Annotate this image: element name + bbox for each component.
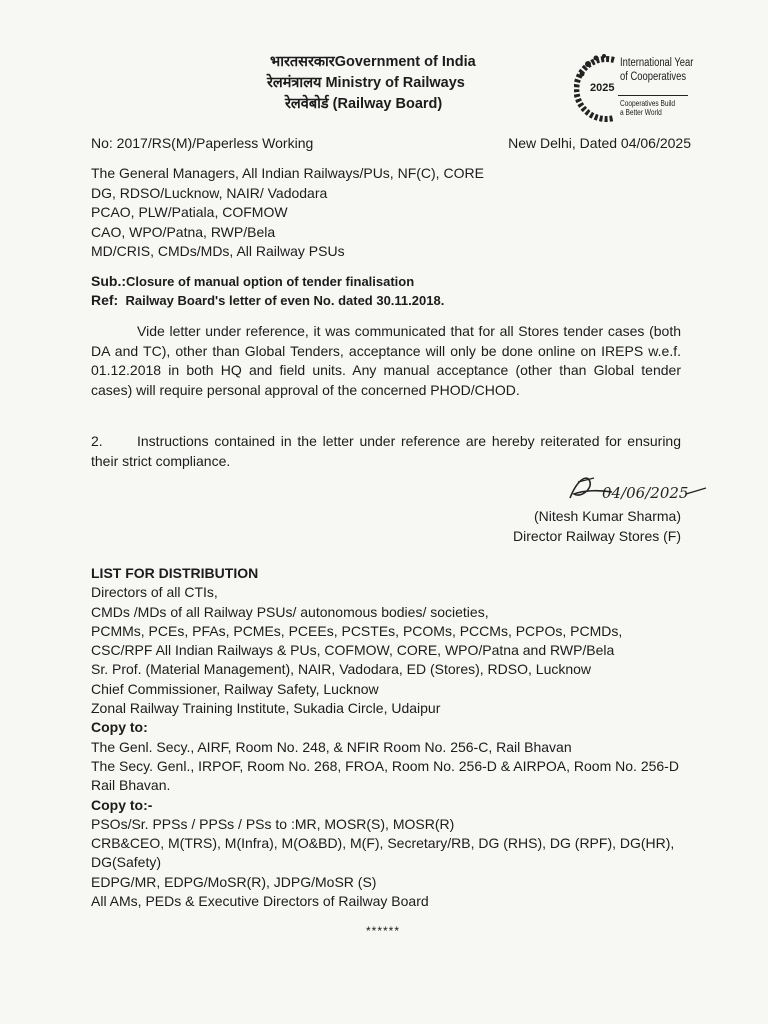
reference-line-ref	[91, 291, 444, 310]
copy-to-heading: Copy to:	[91, 719, 148, 736]
signatory-title: Director Railway Stores (F)	[512, 527, 681, 544]
subject-text: Closure of manual option of tender finalisation	[126, 274, 415, 289]
svg-text:04/06/2025: 04/06/2025	[602, 484, 689, 502]
logo-title: International Year of Cooperatives	[620, 57, 694, 83]
distribution-item: CSC/RPF All Indian Railways & PUs, COFMOW, CORE, WPO/Patna and RWP/Bela	[91, 642, 615, 659]
subject-label: Sub.:	[91, 273, 126, 289]
signatory-name: (Nitesh Kumar Sharma)	[533, 508, 681, 524]
paragraph-1: Vide letter under reference, it was communicated that for all Stores tender cases (both DA and TC), other than Global Tenders, acceptance will only be done online on IREPS w.e.f. 01.12.2018 in both HQ and field units. Any manual acceptance (other than Global tender cases) will require personal approval of the concerned PHOD/CHOD.	[91, 323, 681, 398]
subject-block	[91, 272, 444, 310]
signature-icon	[560, 468, 710, 512]
copy-to-heading-2: Copy to:-	[91, 796, 153, 813]
addressee-line: DG, RDSO/Lucknow, NAIR/ Vadodara	[91, 184, 328, 201]
distribution-list	[91, 564, 691, 911]
distribution-item: PCMMs, PCEs, PFAs, PCMEs, PCEEs, PCSTEs, PCOMs, PCCMs, PCPOs, PCMDs,	[91, 622, 623, 639]
cooperatives-year-logo	[574, 50, 699, 126]
signatory-block	[513, 507, 681, 546]
addressee-line: PCAO, PLW/Patiala, COFMOW	[91, 204, 288, 220]
addressee-line: The General Managers, All Indian Railways/PUs, NF(C), CORE	[91, 165, 484, 181]
addressee-line: MD/CRIS, CMDs/MDs, All Railway PSUs	[91, 243, 345, 259]
distribution-heading: LIST FOR DISTRIBUTION	[91, 565, 259, 581]
paragraph-number: 2.	[91, 433, 103, 449]
subject-line	[91, 272, 444, 291]
ref-label: Ref:	[91, 292, 119, 308]
copy-item: EDPG/MR, EDPG/MoSR(R), JDPG/MoSR (S)	[91, 873, 377, 890]
distribution-item: CMDs /MDs of all Railway PSUs/ autonomous bodies/ societies,	[91, 603, 489, 620]
letter-place-date: New Delhi, Dated 04/06/2025	[508, 135, 691, 151]
copy-item: All AMs, PEDs & Executive Directors of Railway Board	[91, 893, 429, 910]
copy-item: The Genl. Secy., AIRF, Room No. 248, & NFIR Room No. 256-C, Rail Bhavan	[91, 738, 572, 755]
distribution-item: Zonal Railway Training Institute, Sukadia Circle, Udaipur	[91, 700, 441, 717]
logo-rule	[618, 95, 688, 96]
addressee-block	[91, 164, 484, 262]
reference-line	[91, 135, 691, 155]
paragraph-2: 2. Instructions contained in the letter under reference are hereby reiterated for ensuring their strict compliance.	[91, 433, 681, 469]
letter-number: No: 2017/RS(M)/Paperless Working	[91, 135, 314, 151]
letterhead-line-govt: भारतसरकारGovernment of India	[270, 54, 476, 70]
distribution-item: Sr. Prof. (Material Management), NAIR, Vadodara, ED (Stores), RDSO, Lucknow	[91, 661, 592, 678]
distribution-item: Chief Commissioner, Railway Safety, Lucknow	[91, 680, 379, 697]
logo-year: 2025	[590, 82, 615, 94]
addressee-line: CAO, WPO/Patna, RWP/Bela	[91, 223, 276, 240]
copy-item: The Secy. Genl., IRPOF, Room No. 268, FROA, Room No. 256-D & AIRPOA, Room No. 256-D Rail Bhavan.	[91, 757, 679, 794]
logo-tagline: Cooperatives Build a Better World	[620, 99, 676, 117]
distribution-item: Directors of all CTIs,	[91, 584, 218, 601]
copy-item: PSOs/Sr. PPSs / PPSs / PSs to :MR, MOSR(S), MOSR(R)	[91, 815, 455, 832]
letterhead-line-ministry: रेलमंत्रालय Ministry of Railways	[267, 75, 465, 91]
copy-item: CRB&CEO, M(TRS), M(Infra), M(O&BD), M(F), Secretary/RB, DG (RHS), DG (RPF), DG(HR), DG(Safety)	[91, 835, 675, 871]
end-mark: ******	[366, 924, 401, 938]
letterhead	[255, 52, 555, 115]
ref-text: Railway Board's letter of even No. dated 30.11.2018.	[125, 293, 445, 308]
letterhead-line-board: रेलवेबोर्ड (Railway Board)	[285, 96, 443, 112]
